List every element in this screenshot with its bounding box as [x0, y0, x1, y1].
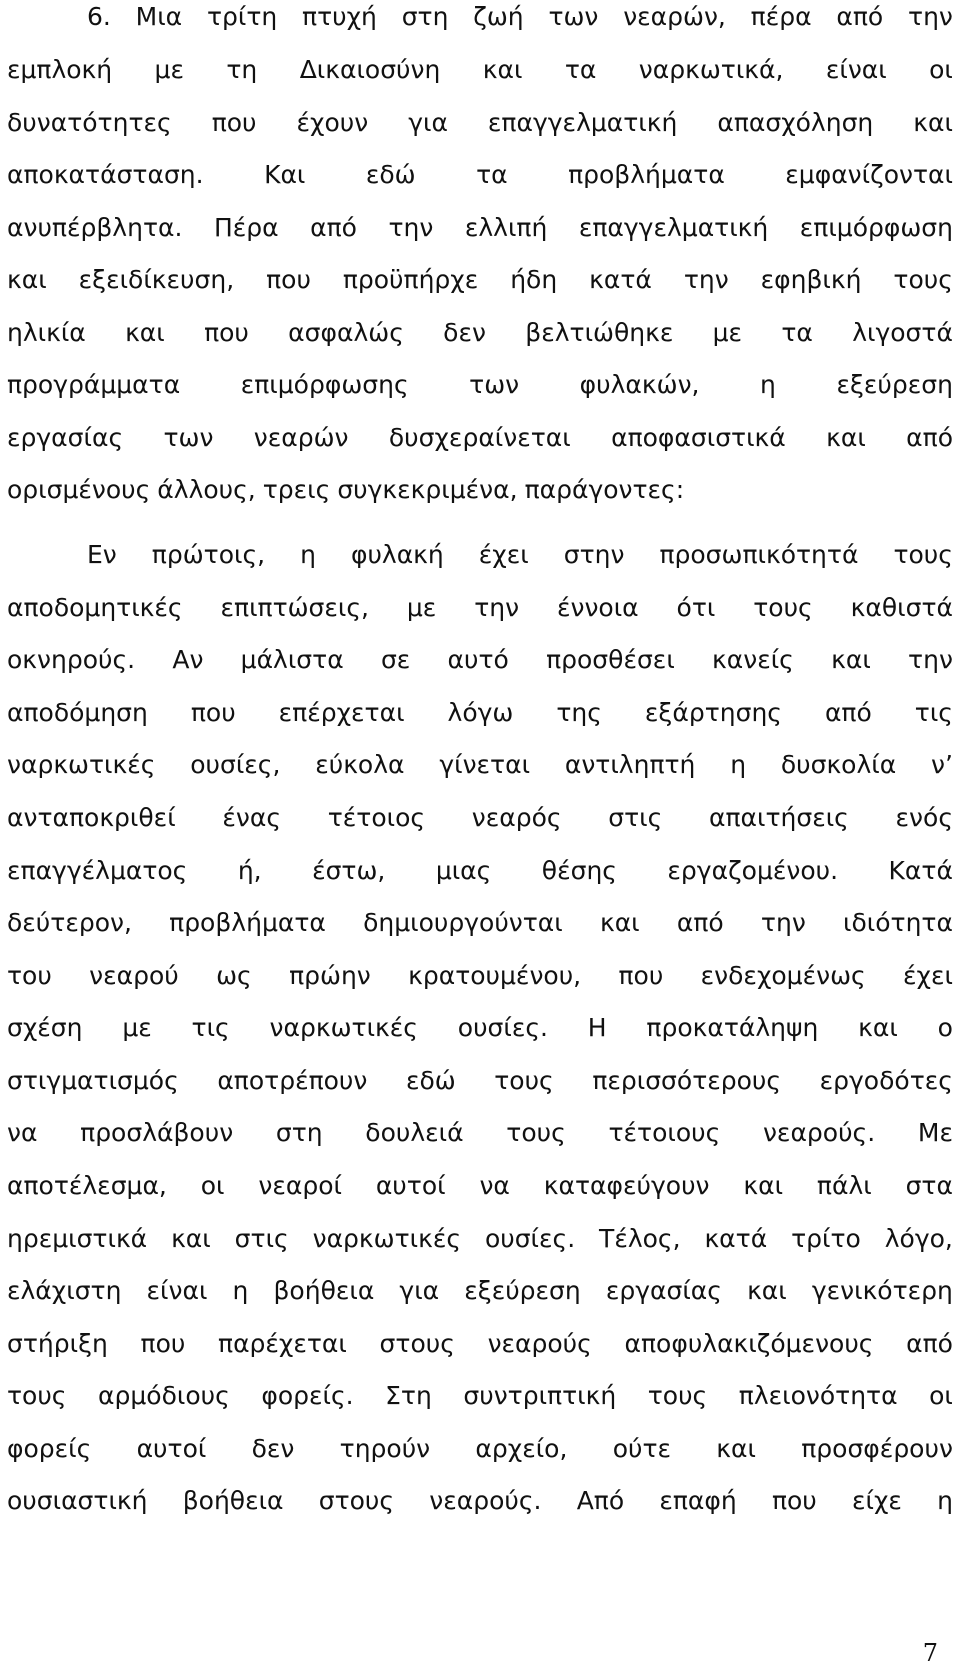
text-word: η — [937, 1486, 953, 1515]
text-word: μάλιστα — [240, 645, 344, 674]
text-word: οκνηρούς. — [7, 645, 136, 674]
text-word: την — [388, 213, 434, 242]
text-word: φυλακή — [350, 540, 444, 569]
text-word: γίνεται — [439, 750, 531, 779]
text-word: ορισμένους — [7, 475, 151, 504]
text-word: λιγοστά — [852, 318, 953, 347]
text-line — [7, 96, 953, 150]
text-word: ότι — [676, 593, 716, 622]
text-word: δυσχεραίνεται — [388, 423, 571, 452]
text-word: και — [716, 1434, 756, 1463]
text-word: πλειονότητα — [738, 1381, 898, 1410]
text-word: την — [760, 908, 806, 937]
text-word: και — [482, 55, 523, 84]
text-line — [7, 949, 953, 1003]
text-word: που — [204, 318, 249, 347]
text-line — [7, 896, 953, 950]
text-word: είναι — [825, 55, 887, 84]
text-word: απασχόληση — [717, 108, 874, 137]
text-word: των — [548, 2, 599, 31]
text-word: οι — [200, 1171, 225, 1200]
text-word: από — [824, 698, 872, 727]
text-word: δεν — [251, 1434, 295, 1463]
text-word: εδώ — [405, 1066, 456, 1095]
text-word: έστω, — [312, 856, 386, 885]
text-word: ελλιπή — [464, 213, 548, 242]
text-word: ούτε — [612, 1434, 672, 1463]
text-word: ενδεχομένως — [700, 961, 866, 990]
text-word: ασφαλώς — [288, 318, 404, 347]
text-word: με — [406, 593, 437, 622]
text-line — [7, 633, 953, 687]
text-word: ή, — [237, 856, 262, 885]
text-word: από — [906, 423, 953, 452]
text-word: επέρχεται — [278, 698, 405, 727]
text-word: καταφεύγουν — [543, 1171, 710, 1200]
text-word: προϋπήρχε — [342, 265, 479, 294]
text-line — [7, 1001, 953, 1055]
text-word: προβλήματα — [169, 908, 326, 937]
text-word: ηλικία — [7, 318, 86, 347]
text-word: τη — [226, 55, 258, 84]
text-word: δεύτερον, — [7, 908, 132, 937]
text-word: εμφανίζονται — [785, 160, 953, 189]
text-word: που — [266, 265, 311, 294]
text-line — [7, 1317, 953, 1371]
text-word: εξεύρεση — [836, 370, 953, 399]
text-word: Από — [576, 1486, 625, 1515]
text-word: και — [599, 908, 640, 937]
text-word: και — [831, 645, 871, 674]
text-line — [7, 1264, 953, 1318]
text-word: και — [743, 1171, 784, 1200]
text-word: έχει — [478, 540, 529, 569]
text-word: τρίτο — [791, 1224, 861, 1253]
text-word: Με — [917, 1118, 953, 1147]
text-word: τα — [564, 55, 597, 84]
text-line — [7, 253, 953, 307]
page-number: 7 — [922, 1639, 938, 1667]
text-word: και — [171, 1224, 211, 1253]
text-word: είχε — [851, 1486, 902, 1515]
text-word: Και — [264, 160, 306, 189]
text-word: φυλακών, — [579, 370, 700, 399]
text-word: συντριπτική — [463, 1381, 617, 1410]
text-word: λόγο, — [884, 1224, 953, 1253]
text-word: ανυπέρβλητα. — [7, 213, 183, 242]
text-word: νεαρών, — [623, 2, 726, 31]
text-word: αποτρέπουν — [217, 1066, 368, 1095]
text-word: ουσιαστική — [7, 1486, 148, 1515]
text-word: τηρούν — [339, 1434, 431, 1463]
text-word: τους — [494, 1066, 554, 1095]
text-word: και — [747, 1276, 787, 1305]
text-word: αποτέλεσμα, — [7, 1171, 167, 1200]
text-word: εργαζομένου. — [667, 856, 839, 885]
text-word: νεαρούς — [487, 1329, 592, 1358]
text-word: βοήθεια — [182, 1486, 284, 1515]
text-word: πέρα — [750, 2, 812, 31]
text-word: ηρεμιστικά — [7, 1224, 148, 1253]
text-word: αυτοί — [136, 1434, 207, 1463]
text-line — [7, 581, 953, 635]
text-word: ως — [216, 961, 252, 990]
text-word: τέτοιος — [327, 803, 426, 832]
text-word: των — [469, 370, 520, 399]
text-word: επιμόρφωση — [799, 213, 953, 242]
text-word: τους — [7, 1381, 67, 1410]
text-word: μιας — [435, 856, 492, 885]
text-word: δυνατότητες — [7, 108, 172, 137]
text-word: την — [908, 645, 953, 674]
text-word: εξάρτησης — [644, 698, 782, 727]
text-word: την — [474, 593, 520, 622]
text-word: δυσκολία — [780, 750, 897, 779]
text-word: οι — [929, 1381, 953, 1410]
text-word: έχουν — [296, 108, 369, 137]
text-word: από — [836, 2, 884, 31]
text-word: αρμόδιους — [98, 1381, 230, 1410]
text-word: αντιληπτή — [564, 750, 696, 779]
text-word: του — [7, 961, 52, 990]
text-word: που — [211, 108, 257, 137]
text-word: εφηβική — [760, 265, 862, 294]
text-word: εργασίας — [7, 423, 124, 452]
text-word: δεν — [443, 318, 486, 347]
text-word: της — [556, 698, 602, 727]
text-word: δημιουργούνται — [363, 908, 563, 937]
text-word: άλλους, — [157, 475, 256, 504]
text-word: Μια — [135, 2, 183, 31]
text-word: τους — [506, 1118, 566, 1147]
text-word: κρατουμένου, — [408, 961, 582, 990]
text-word: θέσης — [541, 856, 617, 885]
text-word: περισσότερους — [592, 1066, 782, 1095]
text-word: που — [140, 1329, 186, 1358]
text-word: τους — [753, 593, 813, 622]
text-word: από — [906, 1329, 953, 1358]
text-word: για — [399, 1276, 440, 1305]
text-word: επιμόρφωσης — [240, 370, 409, 399]
text-word: προσθέσει — [546, 645, 675, 674]
text-word: τέτοιους — [608, 1118, 721, 1147]
text-word: πτυχή — [302, 2, 377, 31]
text-word: νεαρών — [253, 423, 349, 452]
text-word: τα — [476, 160, 508, 189]
text-word: οι — [929, 55, 953, 84]
text-word: είναι — [146, 1276, 208, 1305]
text-word: τις — [191, 1013, 230, 1042]
text-word: στιγματισμός — [7, 1066, 179, 1095]
text-word: η — [760, 370, 776, 399]
text-line — [7, 686, 953, 740]
text-word: ο — [937, 1013, 953, 1042]
text-word: δουλειά — [365, 1118, 464, 1147]
text-word: ανταποκριθεί — [7, 803, 176, 832]
text-word: νεαρού — [89, 961, 179, 990]
text-word: η — [730, 750, 747, 779]
text-word: νεαροί — [258, 1171, 342, 1200]
text-word: να — [7, 1118, 38, 1147]
text-word: σχέση — [7, 1013, 83, 1042]
text-word: πρώτοις, — [151, 540, 266, 569]
text-word: που — [190, 698, 236, 727]
text-word: φορείς — [7, 1434, 92, 1463]
text-word: 6. — [87, 2, 111, 31]
text-word: από — [310, 213, 357, 242]
text-word: νεαρούς. — [762, 1118, 876, 1147]
text-line — [7, 148, 953, 202]
text-word: επιπτώσεις, — [220, 593, 369, 622]
text-word: αποδόμηση — [7, 698, 148, 727]
text-word: τρίτη — [206, 2, 278, 31]
text-line — [7, 791, 953, 845]
text-word: λόγω — [447, 698, 514, 727]
text-word: ουσίες. — [484, 1224, 576, 1253]
text-word: στους — [379, 1329, 455, 1358]
text-word: ουσίες, — [190, 750, 281, 779]
text-line — [7, 1106, 953, 1160]
text-word: προγράμματα — [7, 370, 181, 399]
text-word: για — [408, 108, 448, 137]
text-word: αποδομητικές — [7, 593, 183, 622]
text-word: των — [163, 423, 214, 452]
text-word: προβλήματα — [568, 160, 725, 189]
text-word: Κατά — [888, 856, 953, 885]
text-word: ναρκωτικές — [269, 1013, 418, 1042]
text-word: εύκολα — [315, 750, 405, 779]
text-word: βελτιώθηκε — [525, 318, 674, 347]
text-word: επαφή — [659, 1486, 737, 1515]
text-line — [7, 738, 953, 792]
text-word: που — [618, 961, 664, 990]
text-word: έννοια — [556, 593, 639, 622]
text-word: πάλι — [816, 1171, 872, 1200]
text-word: τους — [893, 265, 953, 294]
text-word: Αν — [172, 645, 204, 674]
text-word: ναρκωτικές — [7, 750, 156, 779]
text-word: τα — [781, 318, 813, 347]
text-word: επαγγέλματος — [7, 856, 188, 885]
text-word: η — [300, 540, 316, 569]
text-word: από — [676, 908, 724, 937]
text-word: τους — [647, 1381, 708, 1410]
text-word: νεαρός — [471, 803, 562, 832]
text-word: την — [908, 2, 953, 31]
text-word: και — [826, 423, 866, 452]
text-line — [7, 358, 953, 412]
text-word: αποφασιστικά — [611, 423, 786, 452]
text-word: προκατάληψη — [646, 1013, 819, 1042]
text-word: εργασίας — [605, 1276, 722, 1305]
text-word: επαγγελματική — [578, 213, 769, 242]
text-word: εδώ — [365, 160, 416, 189]
text-word: η — [232, 1276, 249, 1305]
text-word: γενικότερη — [811, 1276, 953, 1305]
text-word: ναρκωτικές — [312, 1224, 462, 1253]
text-word: την — [683, 265, 729, 294]
text-word: ήδη — [510, 265, 558, 294]
text-word: συγκεκριμένα, — [337, 475, 518, 504]
text-word: αυτοί — [375, 1171, 446, 1200]
text-word: τους — [893, 540, 953, 569]
text-line — [7, 463, 953, 517]
text-line — [7, 411, 953, 465]
text-line — [7, 43, 953, 97]
text-word: ζωή — [473, 2, 524, 31]
text-word: εργοδότες — [819, 1066, 953, 1095]
text-line — [7, 844, 953, 898]
text-word: Η — [587, 1013, 607, 1042]
text-line — [7, 1212, 953, 1266]
text-word: στην — [563, 540, 625, 569]
text-word: στις — [234, 1224, 289, 1253]
text-line — [7, 1369, 953, 1423]
text-word: ελάχιστη — [7, 1276, 122, 1305]
text-word: νεαρούς. — [429, 1486, 542, 1515]
text-line — [7, 1054, 953, 1108]
text-line — [7, 201, 953, 255]
text-word: παρέχεται — [218, 1329, 347, 1358]
text-word: εμπλοκή — [7, 55, 113, 84]
text-word: αυτό — [447, 645, 509, 674]
text-word: στους — [318, 1486, 395, 1515]
text-word: αποκατάσταση. — [7, 160, 204, 189]
text-word: και — [858, 1013, 898, 1042]
text-word: Τέλος, — [599, 1224, 681, 1253]
text-word: προσλάβουν — [80, 1118, 234, 1147]
text-word: που — [771, 1486, 817, 1515]
text-word: κατά — [704, 1224, 768, 1253]
text-line — [7, 306, 953, 360]
text-word: σε — [380, 645, 411, 674]
text-word: έχει — [903, 961, 953, 990]
text-word: εξεύρεση — [464, 1276, 581, 1305]
text-word: φορείς. — [261, 1381, 354, 1410]
text-word: πρώην — [289, 961, 371, 990]
text-word: ιδιότητα — [843, 908, 953, 937]
text-word: επαγγελματική — [487, 108, 678, 137]
text-word: με — [122, 1013, 152, 1042]
text-word: στις — [608, 803, 663, 832]
text-word: προσφέρουν — [801, 1434, 953, 1463]
text-word: και — [913, 108, 953, 137]
text-word: με — [154, 55, 184, 84]
text-word: ένας — [222, 803, 281, 832]
text-line — [7, 1159, 953, 1213]
text-word: ενός — [895, 803, 953, 832]
text-word: καθιστά — [850, 593, 953, 622]
text-word: τρεις — [262, 475, 331, 504]
text-line — [7, 1474, 953, 1528]
text-word: ναρκωτικά, — [638, 55, 784, 84]
text-word: Δικαιοσύνη — [299, 55, 441, 84]
text-word: στήριξη — [7, 1329, 108, 1358]
text-word: ν’ — [931, 750, 953, 779]
text-word: και — [7, 265, 47, 294]
text-word: απαιτήσεις — [708, 803, 849, 832]
text-word: Στη — [385, 1381, 432, 1410]
text-word: Πέρα — [213, 213, 279, 242]
text-word: στη — [275, 1118, 323, 1147]
text-word: στα — [905, 1171, 953, 1200]
text-word: ουσίες. — [457, 1013, 548, 1042]
text-word: κατά — [589, 265, 652, 294]
text-word: Εν — [87, 540, 117, 569]
text-word: να — [479, 1171, 510, 1200]
text-word: αποφυλακιζόμενους — [624, 1329, 874, 1358]
text-word: στη — [401, 2, 449, 31]
text-line — [87, 528, 953, 582]
text-word: αρχείο, — [475, 1434, 568, 1463]
text-word: βοήθεια — [273, 1276, 375, 1305]
text-word: παράγοντες: — [524, 475, 685, 504]
text-word: εξειδίκευση, — [78, 265, 235, 294]
text-line — [7, 1422, 953, 1476]
text-word: τις — [914, 698, 953, 727]
text-word: κανείς — [712, 645, 794, 674]
text-word: προσωπικότητά — [659, 540, 859, 569]
text-word: με — [712, 318, 743, 347]
text-line — [87, 0, 953, 44]
text-word: και — [125, 318, 165, 347]
document-page — [7, 0, 953, 1678]
